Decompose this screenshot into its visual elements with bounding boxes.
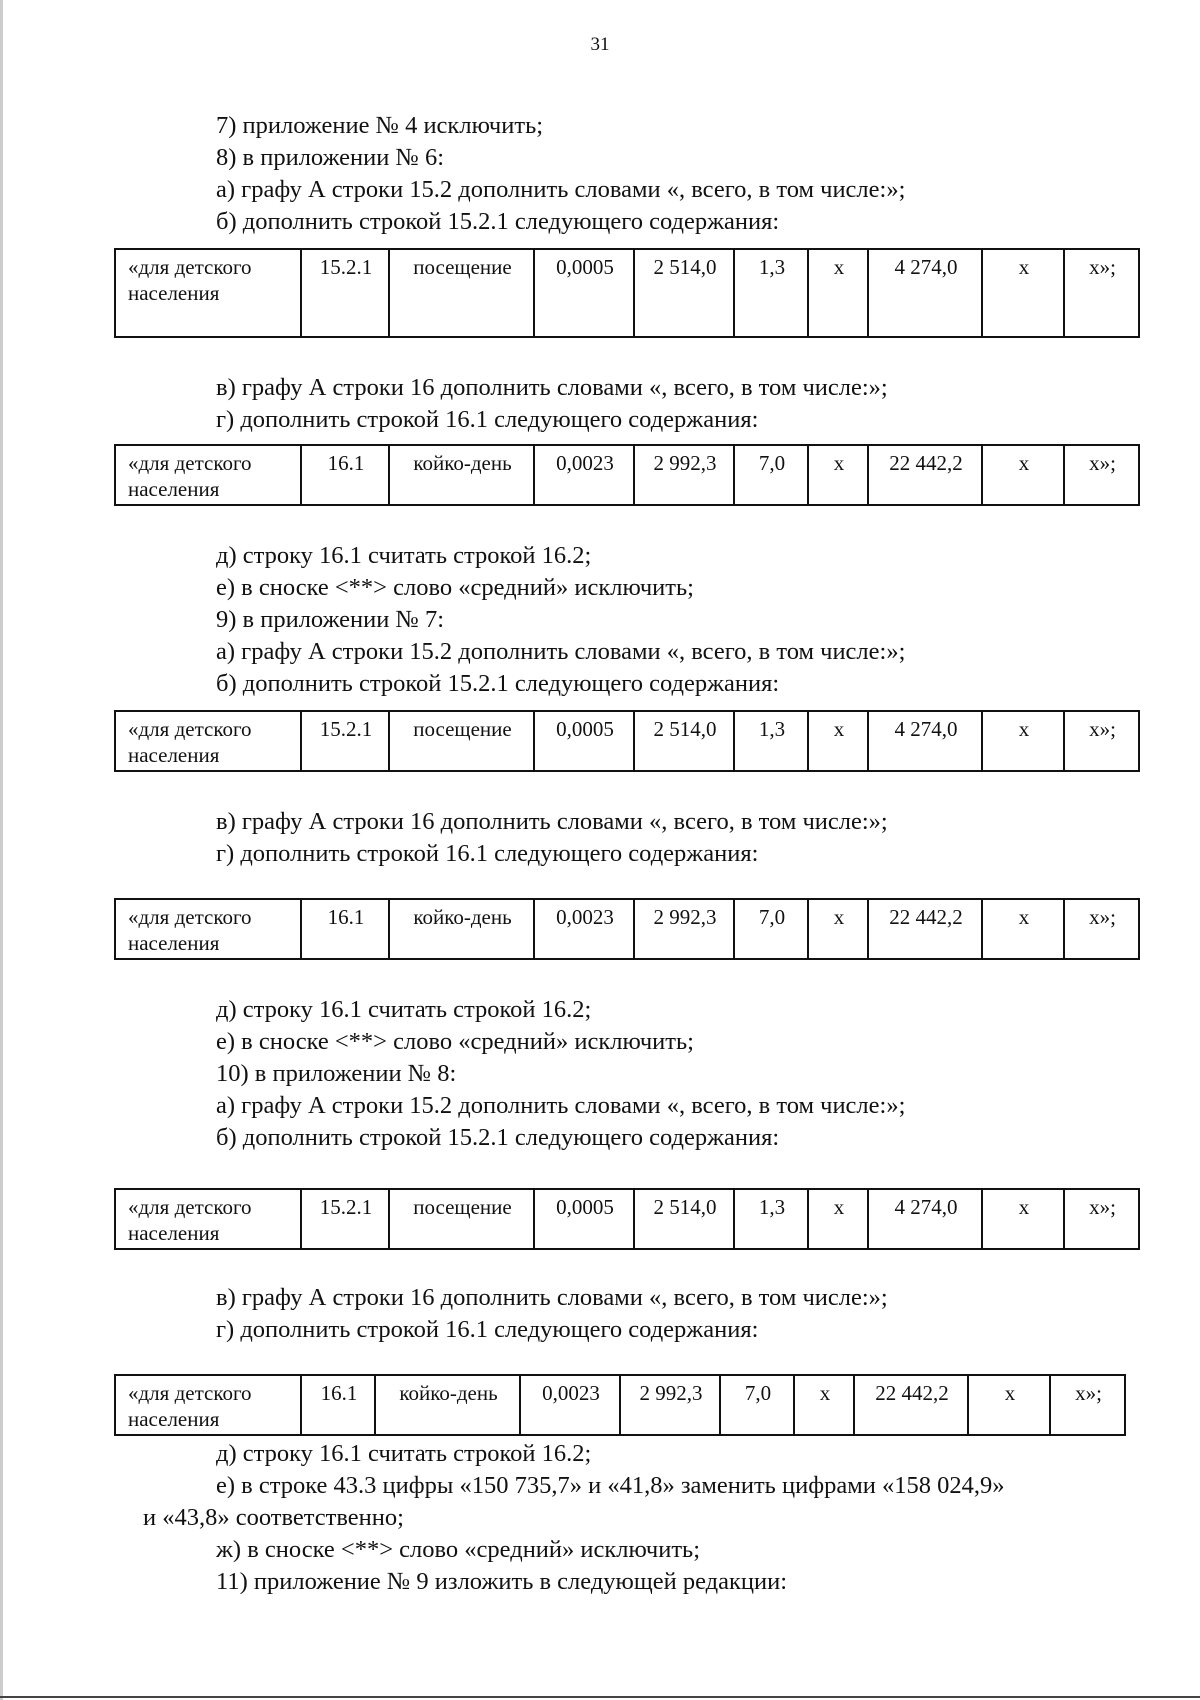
table-cell: «для детского населения: [115, 1189, 301, 1249]
paragraph-subitem-a: а) графу А строки 15.2 дополнить словами «, всего, в том числе:»;: [216, 1092, 906, 1119]
amendment-table-5: [114, 1188, 1140, 1250]
paragraph-subitem-g: г) дополнить строкой 16.1 следующего содержания:: [216, 1316, 759, 1343]
scan-bottom-edge: [0, 1696, 1200, 1698]
paragraph-subitem-v: в) графу А строки 16 дополнить словами «, всего, в том числе:»;: [216, 374, 888, 401]
table-cell: 7,0: [720, 1375, 794, 1435]
table-cell: посещение: [389, 711, 534, 771]
table-cell: 0,0023: [520, 1375, 620, 1435]
table-cell: x: [808, 249, 868, 337]
table-cell: 22 442,2: [854, 1375, 968, 1435]
table-cell: 2 514,0: [634, 249, 734, 337]
table-cell: 22 442,2: [868, 899, 982, 959]
table-cell: 1,3: [734, 1189, 808, 1249]
table-cell: 15.2.1: [301, 249, 389, 337]
table-cell: 16.1: [301, 1375, 375, 1435]
paragraph-subitem-d: д) строку 16.1 считать строкой 16.2;: [216, 1440, 592, 1467]
table-cell: койко-день: [389, 445, 534, 505]
table-cell: x: [982, 1189, 1064, 1249]
table-cell: x: [968, 1375, 1050, 1435]
table-cell: 15.2.1: [301, 1189, 389, 1249]
table-cell: 2 514,0: [634, 711, 734, 771]
table-row: [115, 899, 1139, 959]
table-cell: 0,0005: [534, 249, 634, 337]
table-cell: 0,0023: [534, 445, 634, 505]
table-cell: x»;: [1064, 249, 1139, 337]
table-cell: 16.1: [301, 445, 389, 505]
table-cell: «для детского населения: [115, 899, 301, 959]
table-cell: «для детского населения: [115, 445, 301, 505]
table-cell: койко-день: [389, 899, 534, 959]
paragraph-subitem-d: д) строку 16.1 считать строкой 16.2;: [216, 996, 592, 1023]
paragraph-subitem-g: г) дополнить строкой 16.1 следующего содержания:: [216, 406, 759, 433]
table-cell: «для детского населения: [115, 249, 301, 337]
table-cell: посещение: [389, 1189, 534, 1249]
paragraph-item-10: 10) в приложении № 8:: [216, 1060, 457, 1087]
table-cell: 2 992,3: [620, 1375, 720, 1435]
table-cell: 7,0: [734, 899, 808, 959]
table-cell: x»;: [1050, 1375, 1125, 1435]
table-cell: койко-день: [375, 1375, 520, 1435]
paragraph-continuation: и «43,8» соответственно;: [143, 1504, 404, 1531]
amendment-table-6: [114, 1374, 1126, 1436]
amendment-table-1: [114, 248, 1140, 338]
table-cell: x: [794, 1375, 854, 1435]
table-cell: x: [982, 249, 1064, 337]
paragraph-subitem-b: б) дополнить строкой 15.2.1 следующего содержания:: [216, 208, 780, 235]
amendment-table-4: [114, 898, 1140, 960]
table-row: [115, 711, 1139, 771]
paragraph-subitem-e: е) в строке 43.3 цифры «150 735,7» и «41,8» заменить цифрами «158 024,9»: [216, 1472, 1005, 1499]
paragraph-item-8: 8) в приложении № 6:: [216, 144, 445, 171]
table-cell: x: [808, 899, 868, 959]
table-cell: x: [982, 711, 1064, 771]
scan-left-edge: [0, 0, 3, 1700]
table-cell: «для детского населения: [115, 711, 301, 771]
table-row: [115, 249, 1139, 337]
table-cell: 1,3: [734, 711, 808, 771]
paragraph-item-7: 7) приложение № 4 исключить;: [216, 112, 544, 139]
paragraph-subitem-v: в) графу А строки 16 дополнить словами «, всего, в том числе:»;: [216, 808, 888, 835]
table-cell: x»;: [1064, 1189, 1139, 1249]
table-cell: посещение: [389, 249, 534, 337]
paragraph-subitem-g: г) дополнить строкой 16.1 следующего содержания:: [216, 840, 759, 867]
table-cell: 1,3: [734, 249, 808, 337]
amendment-table-2: [114, 444, 1140, 506]
paragraph-subitem-a: а) графу А строки 15.2 дополнить словами «, всего, в том числе:»;: [216, 176, 906, 203]
table-cell: 7,0: [734, 445, 808, 505]
table-cell: 2 514,0: [634, 1189, 734, 1249]
table-cell: 22 442,2: [868, 445, 982, 505]
table-cell: 16.1: [301, 899, 389, 959]
paragraph-item-11: 11) приложение № 9 изложить в следующей редакции:: [216, 1568, 788, 1595]
table-cell: x: [982, 445, 1064, 505]
page-number: 31: [590, 34, 610, 55]
table-row: [115, 1375, 1125, 1435]
amendment-table-3: [114, 710, 1140, 772]
table-cell: 2 992,3: [634, 899, 734, 959]
paragraph-subitem-zh: ж) в сноске <**> слово «средний» исключить;: [216, 1536, 701, 1563]
table-row: [115, 1189, 1139, 1249]
table-cell: x: [808, 711, 868, 771]
paragraph-subitem-d: д) строку 16.1 считать строкой 16.2;: [216, 542, 592, 569]
paragraph-subitem-a: а) графу А строки 15.2 дополнить словами «, всего, в том числе:»;: [216, 638, 906, 665]
table-cell: 4 274,0: [868, 1189, 982, 1249]
table-row: [115, 445, 1139, 505]
table-cell: 15.2.1: [301, 711, 389, 771]
table-cell: x»;: [1064, 711, 1139, 771]
table-cell: x: [808, 1189, 868, 1249]
table-cell: 0,0005: [534, 711, 634, 771]
paragraph-subitem-e: е) в сноске <**> слово «средний» исключить;: [216, 574, 694, 601]
paragraph-item-9: 9) в приложении № 7:: [216, 606, 445, 633]
paragraph-subitem-b: б) дополнить строкой 15.2.1 следующего содержания:: [216, 670, 780, 697]
table-cell: 2 992,3: [634, 445, 734, 505]
paragraph-subitem-e: е) в сноске <**> слово «средний» исключить;: [216, 1028, 694, 1055]
table-cell: x: [982, 899, 1064, 959]
table-cell: x»;: [1064, 445, 1139, 505]
table-cell: 4 274,0: [868, 249, 982, 337]
paragraph-subitem-v: в) графу А строки 16 дополнить словами «, всего, в том числе:»;: [216, 1284, 888, 1311]
table-cell: 0,0023: [534, 899, 634, 959]
table-cell: 0,0005: [534, 1189, 634, 1249]
table-cell: x: [808, 445, 868, 505]
table-cell: «для детского населения: [115, 1375, 301, 1435]
table-cell: 4 274,0: [868, 711, 982, 771]
paragraph-subitem-b: б) дополнить строкой 15.2.1 следующего содержания:: [216, 1124, 780, 1151]
table-cell: x»;: [1064, 899, 1139, 959]
